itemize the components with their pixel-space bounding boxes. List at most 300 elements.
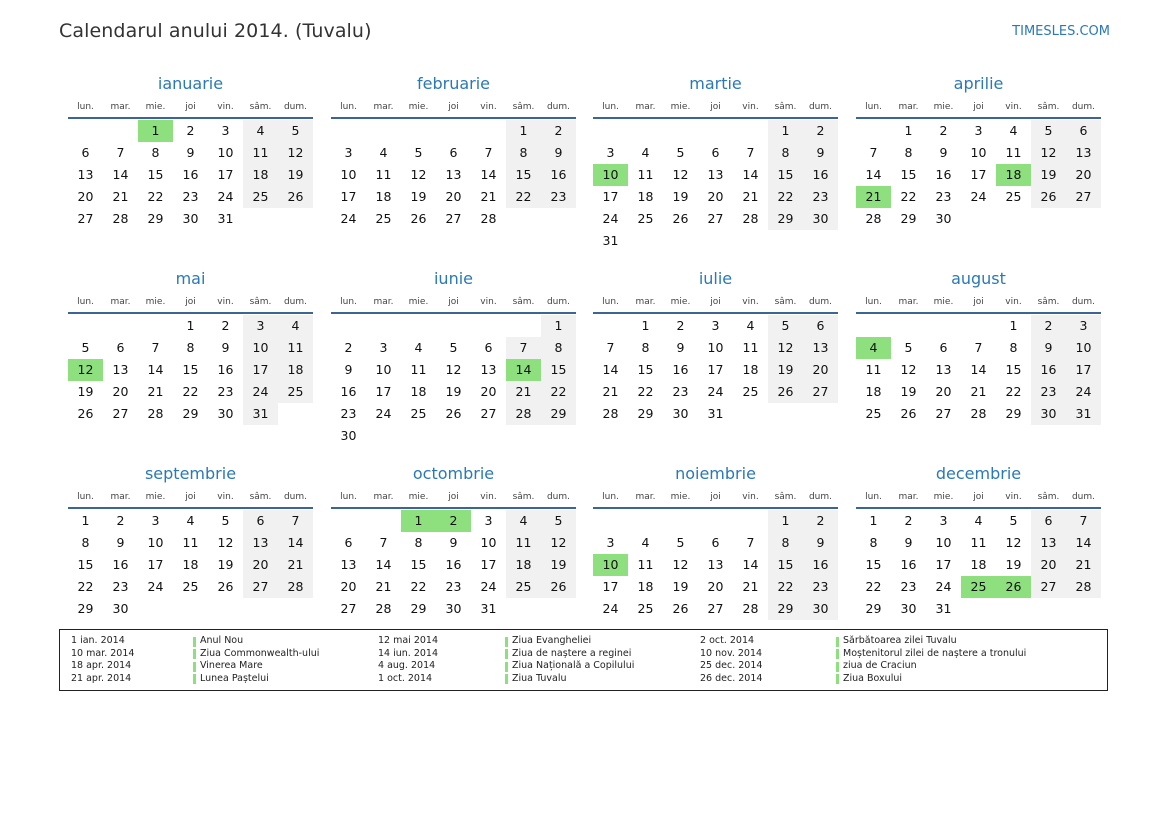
weekday-label: sâm. — [249, 102, 272, 112]
weekday-label: lun. — [602, 297, 619, 307]
day-cell: 29 — [410, 601, 427, 616]
day-cell: 20 — [1031, 554, 1066, 576]
day-cell: 3 — [606, 145, 615, 160]
weekday-label: sâm. — [1037, 492, 1060, 502]
day-cell: 13 — [1066, 142, 1101, 164]
weekday-header — [331, 292, 576, 314]
day-cell: 31 — [243, 403, 278, 425]
legend-date: 1 oct. 2014 — [378, 672, 433, 684]
weekday-label: mar. — [898, 492, 919, 502]
day-cell: 21 — [602, 384, 619, 399]
day-cell: 23 — [217, 384, 234, 399]
day-cell: 16 — [803, 554, 838, 576]
day-cell: 12 — [1005, 535, 1022, 550]
day-cell: 3 — [243, 315, 278, 337]
holiday-day-cell: 2 — [436, 510, 471, 532]
weekday-label: vin. — [1005, 297, 1022, 307]
day-cell: 17 — [707, 362, 724, 377]
day-cell: 9 — [676, 340, 685, 355]
weekday-label: vin. — [1005, 492, 1022, 502]
day-cell: 24 — [147, 579, 164, 594]
site-link[interactable]: TIMESLES.COM — [1012, 24, 1110, 39]
day-cell: 28 — [602, 406, 619, 421]
day-cell: 23 — [541, 186, 576, 208]
legend-date: 1 ian. 2014 — [71, 635, 125, 646]
day-cell: 22 — [410, 579, 427, 594]
day-cell: 25 — [637, 601, 654, 616]
day-cell: 25 — [637, 211, 654, 226]
month-name: septembrie — [144, 464, 237, 483]
month-name: decembrie — [935, 464, 1022, 483]
empty-day-cell — [891, 315, 926, 337]
empty-day-cell — [331, 510, 366, 532]
day-cell: 4 — [379, 145, 388, 160]
day-cell: 6 — [484, 340, 493, 355]
weekday-label: joi — [973, 102, 984, 112]
weekday-label: lun. — [340, 297, 357, 307]
day-cell: 15 — [147, 167, 164, 182]
day-cell: 12 — [541, 532, 576, 554]
day-cell: 31 — [935, 601, 952, 616]
day-cell: 16 — [672, 362, 689, 377]
day-cell: 8 — [869, 535, 878, 550]
day-cell: 21 — [506, 381, 541, 403]
empty-day-cell — [733, 510, 768, 532]
holiday-day-cell: 10 — [593, 164, 628, 186]
day-cell: 8 — [1009, 340, 1018, 355]
day-cell: 23 — [445, 579, 462, 594]
weekday-header — [593, 292, 838, 314]
day-cell: 18 — [243, 164, 278, 186]
day-cell: 24 — [1066, 381, 1101, 403]
weekday-label: dum. — [546, 102, 571, 112]
day-cell: 12 — [217, 535, 234, 550]
weekday-label: joi — [448, 297, 459, 307]
empty-day-cell — [856, 120, 891, 142]
day-cell: 30 — [935, 211, 952, 226]
day-cell: 24 — [602, 211, 619, 226]
month-iunie — [331, 268, 576, 447]
day-cell: 6 — [939, 340, 948, 355]
legend-holiday-name: Ziua Tuvalu — [505, 673, 567, 686]
weekday-label: dum. — [283, 102, 308, 112]
day-cell: 15 — [900, 167, 917, 182]
day-cell: 24 — [340, 211, 357, 226]
day-cell: 25 — [375, 211, 392, 226]
weekday-label: lun. — [865, 102, 882, 112]
day-cell: 21 — [742, 579, 759, 594]
holiday-day-cell: 1 — [401, 510, 436, 532]
day-cell: 21 — [1066, 554, 1101, 576]
weekday-label: lun. — [77, 297, 94, 307]
day-cell: 11 — [506, 532, 541, 554]
day-cell: 9 — [803, 142, 838, 164]
day-cell: 8 — [768, 142, 803, 164]
day-cell: 22 — [900, 189, 917, 204]
day-cell: 5 — [449, 340, 458, 355]
month-ianuarie — [68, 73, 313, 230]
day-cell: 27 — [112, 406, 129, 421]
weekday-header — [331, 97, 576, 119]
weekday-label: dum. — [546, 492, 571, 502]
day-cell: 8 — [414, 535, 423, 550]
day-cell: 19 — [410, 189, 427, 204]
weekday-label: mie. — [933, 102, 954, 112]
day-cell: 3 — [344, 145, 353, 160]
day-cell: 27 — [480, 406, 497, 421]
legend-date: 12 mai 2014 — [378, 635, 439, 646]
day-cell: 12 — [445, 362, 462, 377]
weekday-label: vin. — [480, 297, 497, 307]
weekday-label: lun. — [865, 297, 882, 307]
weekday-label: sâm. — [249, 297, 272, 307]
day-cell: 13 — [340, 557, 357, 572]
day-cell: 6 — [344, 535, 353, 550]
day-cell: 16 — [340, 384, 357, 399]
day-cell: 26 — [541, 576, 576, 598]
weekday-label: vin. — [1005, 102, 1022, 112]
day-cell: 31 — [217, 211, 234, 226]
day-cell: 24 — [375, 406, 392, 421]
day-cell: 16 — [445, 557, 462, 572]
day-cell: 21 — [742, 189, 759, 204]
day-cell: 5 — [221, 513, 230, 528]
day-cell: 31 — [707, 406, 724, 421]
legend-holiday-name: Sărbătoarea zilei Tuvalu — [836, 635, 957, 648]
empty-day-cell — [961, 315, 996, 337]
day-cell: 1 — [768, 510, 803, 532]
day-cell: 17 — [243, 359, 278, 381]
empty-day-cell — [926, 315, 961, 337]
day-cell: 13 — [707, 557, 724, 572]
legend-holiday-name: Ziua Commonwealth-ului — [193, 648, 319, 661]
day-cell: 6 — [1031, 510, 1066, 532]
day-cell: 22 — [768, 186, 803, 208]
day-cell: 22 — [147, 189, 164, 204]
day-cell: 29 — [1005, 406, 1022, 421]
weekday-label: dum. — [283, 492, 308, 502]
day-cell: 9 — [449, 535, 458, 550]
day-cell: 7 — [1066, 510, 1101, 532]
holiday-legend — [59, 629, 1108, 691]
holiday-day-cell: 18 — [996, 164, 1031, 186]
weekday-label: mie. — [145, 297, 166, 307]
day-cell: 29 — [768, 598, 803, 620]
day-cell: 15 — [541, 359, 576, 381]
day-cell: 21 — [278, 554, 313, 576]
weekday-label: sâm. — [249, 492, 272, 502]
month-name: iunie — [433, 269, 473, 288]
day-cell: 18 — [970, 557, 987, 572]
day-cell: 1 — [1009, 318, 1018, 333]
day-cell: 20 — [243, 554, 278, 576]
day-grid — [68, 120, 313, 230]
weekday-label: mar. — [373, 102, 394, 112]
day-cell: 17 — [340, 189, 357, 204]
weekday-label: mar. — [898, 102, 919, 112]
legend-holiday-name: Ziua Evangheliei — [505, 635, 591, 648]
day-cell: 24 — [707, 384, 724, 399]
empty-day-cell — [436, 315, 471, 337]
day-cell: 27 — [445, 211, 462, 226]
day-cell: 25 — [506, 576, 541, 598]
day-cell: 3 — [484, 513, 493, 528]
day-cell: 1 — [81, 513, 90, 528]
day-cell: 28 — [865, 211, 882, 226]
month-octombrie — [331, 463, 576, 620]
day-cell: 7 — [606, 340, 615, 355]
weekday-label: lun. — [602, 492, 619, 502]
day-cell: 25 — [1005, 189, 1022, 204]
day-cell: 4 — [278, 315, 313, 337]
day-cell: 18 — [278, 359, 313, 381]
weekday-header — [68, 487, 313, 509]
day-cell: 9 — [904, 535, 913, 550]
day-cell: 9 — [1031, 337, 1066, 359]
day-cell: 29 — [182, 406, 199, 421]
weekday-label: sâm. — [512, 492, 535, 502]
day-cell: 1 — [768, 120, 803, 142]
weekday-header — [331, 487, 576, 509]
day-cell: 15 — [865, 557, 882, 572]
weekday-label: vin. — [217, 297, 234, 307]
day-cell: 19 — [77, 384, 94, 399]
day-cell: 27 — [1066, 186, 1101, 208]
weekday-label: sâm. — [1037, 102, 1060, 112]
day-cell: 16 — [935, 167, 952, 182]
weekday-label: dum. — [1071, 492, 1096, 502]
day-cell: 22 — [506, 186, 541, 208]
empty-day-cell — [663, 510, 698, 532]
weekday-label: mie. — [408, 102, 429, 112]
day-cell: 13 — [935, 362, 952, 377]
day-cell: 19 — [278, 164, 313, 186]
day-cell: 6 — [81, 145, 90, 160]
day-grid — [68, 315, 313, 425]
weekday-label: sâm. — [1037, 297, 1060, 307]
day-cell: 4 — [506, 510, 541, 532]
day-cell: 23 — [182, 189, 199, 204]
weekday-label: sâm. — [774, 102, 797, 112]
day-cell: 26 — [217, 579, 234, 594]
day-cell: 4 — [641, 145, 650, 160]
empty-day-cell — [401, 315, 436, 337]
day-cell: 11 — [1005, 145, 1022, 160]
weekday-label: dum. — [546, 297, 571, 307]
day-cell: 16 — [112, 557, 129, 572]
legend-holiday-name: Ziua Boxului — [836, 673, 902, 686]
holiday-day-cell: 25 — [961, 576, 996, 598]
day-cell: 7 — [278, 510, 313, 532]
day-cell: 23 — [900, 579, 917, 594]
day-cell: 11 — [742, 340, 759, 355]
month-septembrie — [68, 463, 313, 620]
day-cell: 5 — [81, 340, 90, 355]
day-cell: 23 — [112, 579, 129, 594]
day-cell: 28 — [742, 601, 759, 616]
day-cell: 30 — [217, 406, 234, 421]
day-cell: 15 — [182, 362, 199, 377]
day-cell: 18 — [182, 557, 199, 572]
day-grid — [331, 510, 576, 620]
day-cell: 22 — [637, 384, 654, 399]
day-cell: 23 — [935, 189, 952, 204]
day-cell: 30 — [182, 211, 199, 226]
day-cell: 1 — [186, 318, 195, 333]
day-cell: 18 — [637, 189, 654, 204]
day-cell: 28 — [147, 406, 164, 421]
month-februarie — [331, 73, 576, 230]
day-cell: 12 — [768, 337, 803, 359]
day-cell: 27 — [935, 406, 952, 421]
day-cell: 14 — [375, 557, 392, 572]
day-cell: 2 — [116, 513, 125, 528]
day-cell: 2 — [803, 120, 838, 142]
day-cell: 14 — [742, 167, 759, 182]
day-cell: 5 — [414, 145, 423, 160]
day-cell: 10 — [340, 167, 357, 182]
weekday-label: mie. — [933, 297, 954, 307]
day-cell: 31 — [1066, 403, 1101, 425]
day-cell: 26 — [768, 381, 803, 403]
day-cell: 20 — [1066, 164, 1101, 186]
day-cell: 3 — [379, 340, 388, 355]
day-cell: 7 — [151, 340, 160, 355]
month-name: iulie — [698, 269, 733, 288]
weekday-label: lun. — [77, 102, 94, 112]
day-cell: 26 — [77, 406, 94, 421]
day-cell: 16 — [900, 557, 917, 572]
day-cell: 12 — [410, 167, 427, 182]
day-cell: 11 — [375, 167, 392, 182]
day-cell: 17 — [217, 167, 234, 182]
day-cell: 10 — [147, 535, 164, 550]
day-cell: 18 — [742, 362, 759, 377]
day-cell: 14 — [1066, 532, 1101, 554]
weekday-label: mar. — [373, 492, 394, 502]
weekday-header — [593, 97, 838, 119]
weekday-label: dum. — [1071, 297, 1096, 307]
day-cell: 9 — [803, 532, 838, 554]
day-cell: 4 — [641, 535, 650, 550]
month-name: ianuarie — [157, 74, 224, 93]
empty-day-cell — [366, 120, 401, 142]
day-cell: 17 — [480, 557, 497, 572]
day-cell: 7 — [484, 145, 493, 160]
day-cell: 4 — [243, 120, 278, 142]
month-name: martie — [689, 74, 742, 93]
day-cell: 25 — [278, 381, 313, 403]
day-cell: 29 — [637, 406, 654, 421]
day-cell: 9 — [116, 535, 125, 550]
day-cell: 18 — [865, 384, 882, 399]
day-cell: 31 — [602, 233, 619, 248]
day-cell: 18 — [637, 579, 654, 594]
weekday-label: joi — [448, 102, 459, 112]
day-cell: 1 — [904, 123, 913, 138]
legend-holiday-name: Vinerea Mare — [193, 660, 263, 673]
weekday-label: dum. — [808, 492, 833, 502]
day-cell: 5 — [676, 535, 685, 550]
weekday-label: mar. — [898, 297, 919, 307]
day-cell: 5 — [278, 120, 313, 142]
day-cell: 19 — [1005, 557, 1022, 572]
day-cell: 16 — [541, 164, 576, 186]
day-cell: 24 — [970, 189, 987, 204]
day-cell: 30 — [672, 406, 689, 421]
holiday-day-cell: 1 — [138, 120, 173, 142]
day-cell: 11 — [865, 362, 882, 377]
day-cell: 26 — [900, 406, 917, 421]
day-cell: 11 — [182, 535, 199, 550]
day-cell: 7 — [116, 145, 125, 160]
empty-day-cell — [401, 120, 436, 142]
day-cell: 13 — [803, 337, 838, 359]
day-cell: 13 — [77, 167, 94, 182]
weekday-label: mie. — [670, 297, 691, 307]
day-cell: 20 — [707, 579, 724, 594]
month-name: februarie — [416, 74, 491, 93]
legend-holiday-name: Ziua de naștere a reginei — [505, 648, 631, 661]
day-cell: 24 — [935, 579, 952, 594]
day-cell: 17 — [602, 579, 619, 594]
day-cell: 10 — [1066, 337, 1101, 359]
day-cell: 25 — [243, 186, 278, 208]
day-cell: 13 — [707, 167, 724, 182]
day-cell: 7 — [746, 535, 755, 550]
day-cell: 2 — [803, 510, 838, 532]
day-cell: 27 — [340, 601, 357, 616]
day-cell: 7 — [974, 340, 983, 355]
day-cell: 6 — [803, 315, 838, 337]
day-cell: 11 — [970, 535, 987, 550]
day-cell: 24 — [217, 189, 234, 204]
weekday-label: sâm. — [774, 297, 797, 307]
empty-day-cell — [593, 120, 628, 142]
weekday-label: mie. — [408, 297, 429, 307]
day-cell: 9 — [186, 145, 195, 160]
day-cell: 24 — [602, 601, 619, 616]
day-cell: 27 — [707, 211, 724, 226]
day-cell: 30 — [803, 598, 838, 620]
day-cell: 7 — [869, 145, 878, 160]
day-cell: 14 — [602, 362, 619, 377]
weekday-header — [856, 97, 1101, 119]
day-cell: 22 — [541, 381, 576, 403]
holiday-day-cell: 10 — [593, 554, 628, 576]
weekday-label: dum. — [808, 102, 833, 112]
day-cell: 26 — [445, 406, 462, 421]
day-cell: 19 — [768, 359, 803, 381]
empty-day-cell — [628, 510, 663, 532]
day-cell: 8 — [541, 337, 576, 359]
day-cell: 12 — [278, 142, 313, 164]
day-cell: 8 — [186, 340, 195, 355]
day-cell: 23 — [803, 576, 838, 598]
weekday-label: mar. — [110, 492, 131, 502]
day-cell: 17 — [375, 384, 392, 399]
month-august — [856, 268, 1101, 425]
day-grid — [331, 315, 576, 447]
day-cell: 10 — [480, 535, 497, 550]
empty-day-cell — [698, 510, 733, 532]
day-cell: 23 — [1031, 381, 1066, 403]
day-cell: 25 — [410, 406, 427, 421]
day-cell: 16 — [217, 362, 234, 377]
day-cell: 6 — [116, 340, 125, 355]
page-title: Calendarul anului 2014. (Tuvalu) — [59, 20, 372, 42]
day-cell: 7 — [746, 145, 755, 160]
